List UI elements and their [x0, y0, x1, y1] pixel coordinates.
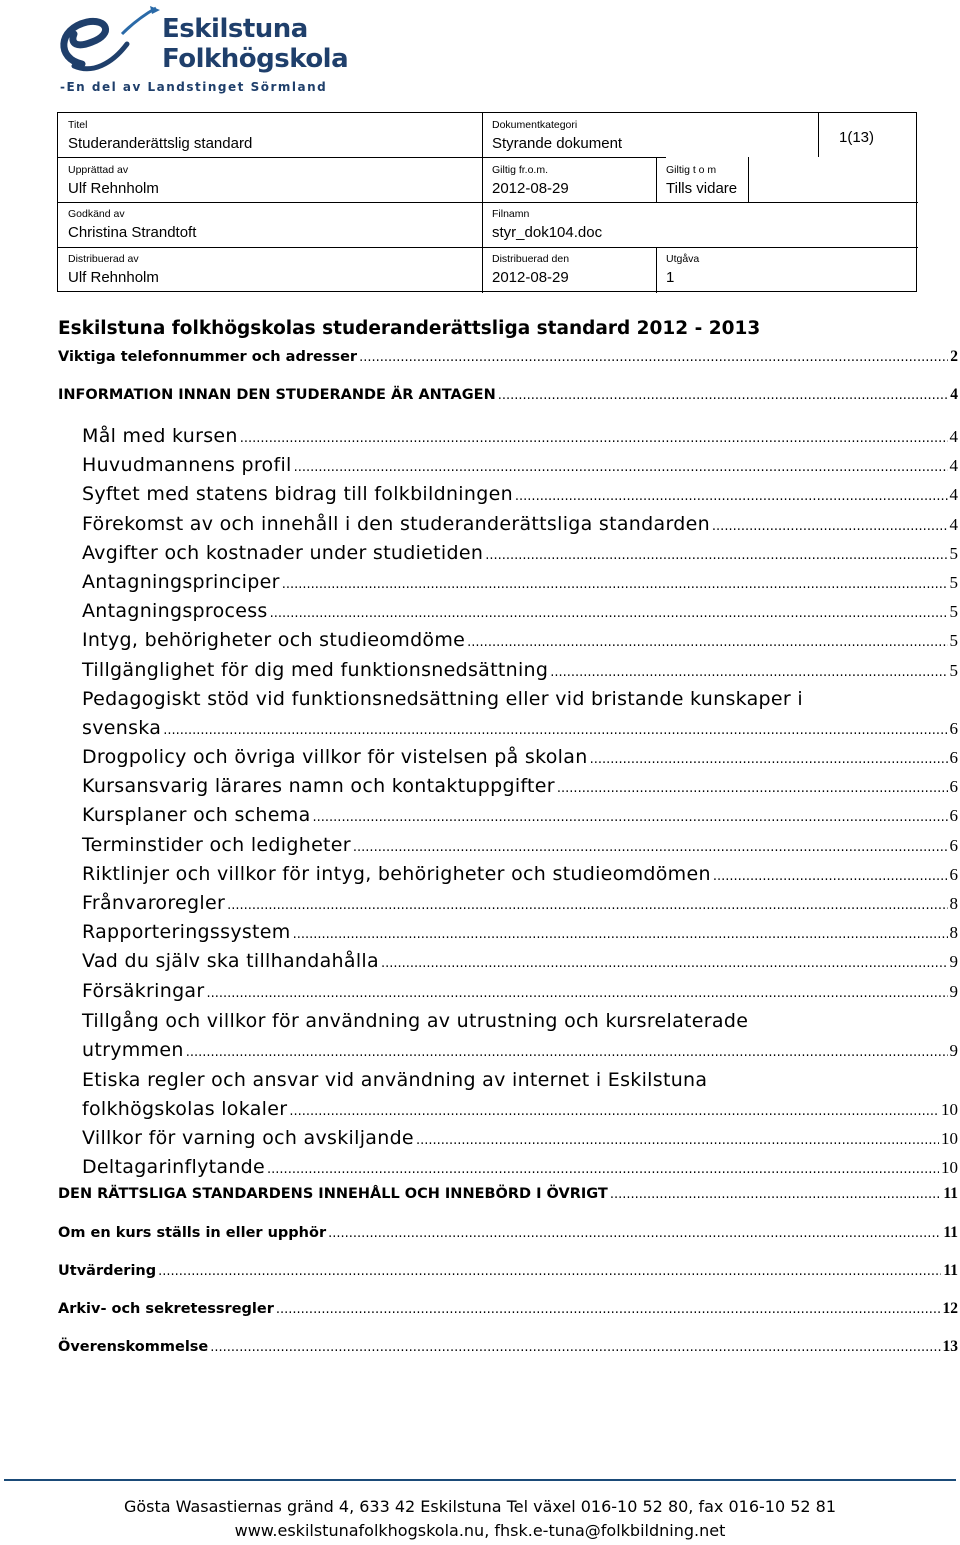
toc-entry-line1[interactable]: Pedagogiskt stöd vid funktionsnedsättning eller vid bristande kunskaper i — [82, 688, 803, 710]
toc-entry-text: INFORMATION INNAN DEN STUDERANDE ÄR ANTAGEN — [58, 387, 496, 403]
approved-label: Godkänd av — [68, 208, 125, 220]
toc-entry[interactable] — [82, 1098, 958, 1120]
toc-entry-text: Terminstider och ledigheter — [82, 833, 351, 856]
edition-label: Utgåva — [666, 253, 700, 265]
toc-entry-text: Riktlinjer och villkor för intyg, behörigheter och studieomdömen — [82, 862, 711, 885]
toc-entry-text: Vad du själv ska tillhandahålla — [82, 950, 379, 973]
prepared-value: Ulf Rehnholm — [68, 180, 159, 197]
toc-entry-line1[interactable]: Tillgång och villkor för användning av utrustning och kursrelaterade — [82, 1010, 749, 1032]
prepared-label: Upprättad av — [68, 164, 129, 176]
footer-address: Gösta Wasastiernas gränd 4, 633 42 Eskilstuna Tel växel 016-10 52 80, fax 016-10 52 81 — [123, 1497, 837, 1516]
toc-entry-page: 10 — [941, 1100, 958, 1119]
valid-to-label: Giltig t o m — [666, 164, 717, 176]
toc-entry[interactable] — [58, 1300, 958, 1318]
toc-entry-text: utrymmen — [82, 1039, 184, 1061]
toc-entry-text: DEN RÄTTSLIGA STANDARDENS INNEHÅLL OCH INNEBÖRD I ÖVRIGT — [58, 1186, 608, 1202]
toc-entry[interactable] — [82, 1156, 958, 1178]
toc-entry[interactable] — [82, 425, 958, 447]
toc-entry[interactable] — [82, 542, 958, 564]
toc-entry-text: Intyg, behörigheter och studieomdöme — [82, 629, 466, 652]
toc-entry[interactable] — [82, 571, 958, 593]
title-label: Titel — [68, 119, 88, 131]
toc-entry-page: 4 — [949, 485, 958, 505]
toc-entry[interactable] — [58, 348, 958, 366]
toc-entry-page: 5 — [949, 543, 958, 563]
toc-entry-page: 8 — [949, 894, 958, 913]
toc-entry-page: 11 — [943, 1185, 958, 1202]
toc-entry-page: 9 — [949, 1041, 958, 1060]
toc-entry-text: Arkiv- och sekretessregler — [58, 1301, 274, 1317]
toc-entry-text: Villkor för varning och avskiljande — [82, 1127, 414, 1149]
valid-from-label: Giltig fr.o.m. — [492, 164, 549, 176]
category-label: Dokumentkategori — [492, 119, 578, 131]
toc-entry[interactable] — [58, 386, 958, 404]
toc-entry[interactable] — [58, 1338, 958, 1356]
toc-entry[interactable] — [82, 629, 958, 651]
category-value: Styrande dokument — [492, 135, 623, 152]
logo-name-line2: Folkhögskola — [162, 44, 349, 74]
toc-entry-text: Mål med kursen — [82, 425, 238, 447]
toc-entry-page: 6 — [949, 835, 958, 855]
toc-entry-page: 10 — [941, 1129, 958, 1148]
distributed-date-value: 2012-08-29 — [492, 269, 569, 286]
toc-entry-text: Avgifter och kostnader under studietiden — [82, 541, 484, 564]
toc-entry-page: 9 — [949, 952, 958, 972]
approved-value: Christina Strandtoft — [68, 224, 197, 241]
toc-entry[interactable] — [82, 717, 958, 739]
toc-entry-page: 6 — [949, 748, 958, 767]
toc-entry-text: svenska — [82, 717, 162, 739]
document-header-table — [57, 112, 917, 292]
toc-entry-text: Kursplaner och schema — [82, 804, 311, 827]
toc-entry-text: Frånvaroregler — [82, 892, 226, 914]
toc-entry[interactable] — [82, 775, 958, 797]
logo-name-line1: Eskilstuna — [162, 14, 308, 44]
toc-entry-page: 5 — [949, 631, 958, 651]
toc-entry[interactable] — [82, 950, 958, 972]
toc-entry-page: 6 — [949, 777, 958, 797]
title-value: Studeranderättslig standard — [68, 135, 253, 152]
toc-entry[interactable] — [82, 454, 958, 476]
toc-entry-page: 11 — [943, 1224, 958, 1241]
footer-contact: www.eskilstunafolkhogskola.nu, fhsk.e-tuna@folkbildning.net — [234, 1521, 726, 1540]
school-logo-mark-icon — [52, 4, 172, 84]
toc-entry[interactable] — [82, 513, 958, 535]
toc-entry[interactable] — [58, 1262, 958, 1280]
toc-entry[interactable] — [82, 980, 958, 1002]
toc-entry-page: 6 — [949, 864, 958, 884]
toc-entry-text: Utvärdering — [58, 1263, 157, 1279]
toc-entry-page: 11 — [943, 1262, 958, 1279]
distributed-by-label: Distribuerad av — [68, 253, 139, 265]
distributed-date-label: Distribuerad den — [492, 253, 570, 265]
toc-entry[interactable] — [82, 863, 958, 885]
edition-value: 1 — [666, 269, 675, 286]
toc-entry-page: 5 — [949, 660, 958, 680]
toc-entry-page: 8 — [949, 923, 958, 943]
filename-label: Filnamn — [492, 208, 530, 220]
toc-entry-page: 2 — [950, 348, 958, 365]
toc-entry-line1[interactable]: Etiska regler och ansvar vid användning av internet i Eskilstuna — [82, 1069, 708, 1091]
toc-entry[interactable] — [82, 892, 958, 914]
toc-entry-page: 5 — [949, 573, 958, 592]
toc-entry-page: 4 — [949, 456, 958, 476]
toc-entry[interactable] — [82, 834, 958, 856]
toc-entry[interactable] — [82, 659, 958, 681]
valid-to-value: Tills vidare — [666, 180, 738, 197]
toc-entry[interactable] — [82, 483, 958, 505]
toc-entry-text: Rapporteringssystem — [82, 921, 291, 944]
logo-tagline: -En del av Landstinget Sörmland — [60, 80, 328, 94]
valid-from-value: 2012-08-29 — [492, 180, 569, 197]
toc-entry-text: Tillgänglighet för dig med funktionsnedsättning — [82, 658, 549, 681]
toc-entry-page: 5 — [949, 602, 958, 622]
toc-entry-text: Deltagarinflytande — [82, 1156, 266, 1179]
toc-entry[interactable] — [82, 1127, 958, 1149]
toc-entry-text: Huvudmannens profil — [82, 454, 292, 477]
footer-rule — [4, 1479, 956, 1481]
toc-entry-page: 6 — [949, 806, 958, 826]
toc-entry[interactable] — [82, 600, 958, 622]
toc-entry[interactable] — [58, 1185, 958, 1203]
toc-entry-text: Antagningsprocess — [82, 600, 268, 623]
toc-entry-text: Om en kurs ställs in eller upphör — [58, 1225, 327, 1241]
distributed-by-value: Ulf Rehnholm — [68, 269, 159, 286]
school-logo — [52, 4, 349, 94]
toc-entry-text: Kursansvarig lärares namn och kontaktuppgifter — [82, 775, 555, 798]
document-title: Eskilstuna folkhögskolas studeranderättsliga standard 2012 - 2013 — [58, 318, 761, 339]
toc-entry-page: 12 — [942, 1300, 958, 1317]
toc-entry[interactable] — [82, 804, 958, 826]
filename-value: styr_dok104.doc — [492, 224, 603, 241]
toc-entry-page: 13 — [942, 1338, 958, 1355]
toc-entry-page: 4 — [949, 514, 958, 534]
toc-entry-text: Överenskommelse — [58, 1339, 209, 1355]
toc-entry-text: folkhögskolas lokaler — [82, 1098, 288, 1120]
toc-entry-text: Förekomst av och innehåll i den studeranderättsliga standarden — [82, 512, 710, 535]
toc-entry-page: 9 — [949, 981, 958, 1001]
toc-entry-page: 10 — [941, 1158, 958, 1178]
toc-entry-text: Drogpolicy och övriga villkor för vistelsen på skolan — [82, 746, 588, 768]
toc-entry-text: Syftet med statens bidrag till folkbildningen — [82, 483, 513, 506]
toc-entry[interactable] — [82, 921, 958, 943]
toc-entry[interactable] — [82, 1039, 958, 1061]
toc-entry[interactable] — [82, 746, 958, 768]
toc-entry-text: Försäkringar — [82, 979, 205, 1002]
toc-entry-page: 4 — [949, 427, 958, 446]
page-count: 1(13) — [839, 129, 875, 146]
toc-entry-text: Viktiga telefonnummer och adresser — [58, 349, 358, 365]
toc-entry-page: 6 — [949, 719, 958, 738]
toc-entry[interactable] — [58, 1224, 958, 1242]
toc-entry-text: Antagningsprinciper — [82, 571, 280, 593]
toc-entry-page: 4 — [950, 386, 958, 403]
